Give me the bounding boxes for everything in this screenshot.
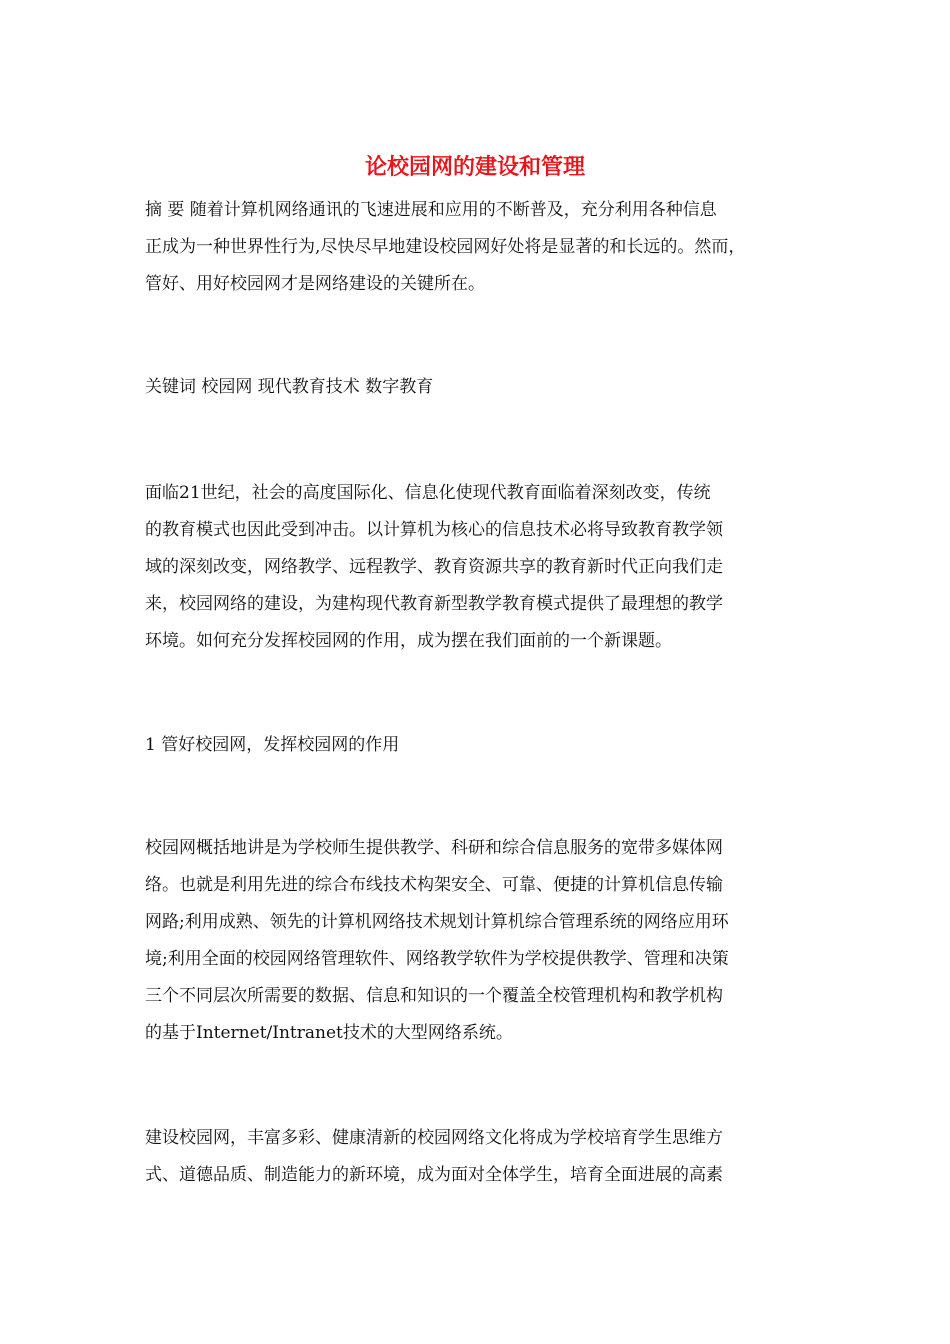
paragraph-line: 络。也就是利用先进的综合布线技术构架安全、可靠、便捷的计算机信息传输 xyxy=(145,875,723,895)
paragraph-line: 的教育模式也因此受到冲击。以计算机为核心的信息技术必将导致教育教学领 xyxy=(145,520,723,540)
paragraph-line: 环境。如何充分发挥校园网的作用，成为摆在我们面前的一个新课题。 xyxy=(145,631,672,651)
abstract-line: 正成为一种世界性行为,尽快尽早地建设校园网好处将是显著的和长远的。然而， xyxy=(145,237,746,257)
keywords-line xyxy=(145,369,805,406)
campus-network-paragraph xyxy=(145,830,805,1052)
paragraph-line: 境;利用全面的校园网络管理软件、网络教学软件为学校提供教学、管理和决策 xyxy=(145,949,729,969)
paragraph-line: 式、道德品质、制造能力的新环境，成为面对全体学生，培育全面进展的高素 xyxy=(145,1165,723,1185)
section-heading-text: 1 管好校园网，发挥校园网的作用 xyxy=(145,735,400,755)
abstract-line: 管好、用好校园网才是网络建设的关键所在。 xyxy=(145,274,485,294)
intro-paragraph xyxy=(145,475,805,660)
paragraph-line: 校园网概括地讲是为学校师生提供教学、科研和综合信息服务的宽带多媒体网 xyxy=(145,838,723,858)
document-title: 论校园网的建设和管理 xyxy=(364,155,585,180)
paragraph-line: 建设校园网，丰富多彩、健康清新的校园网络文化将成为学校培育学生思维方 xyxy=(145,1128,723,1148)
paragraph-line: 的基于Internet/Intranet技术的大型网络系统。 xyxy=(145,1023,513,1043)
section-heading xyxy=(145,727,805,764)
abstract-line: 摘 要 随着计算机网络通讯的飞速进展和应用的不断普及，充分利用各种信息 xyxy=(145,200,717,220)
build-paragraph xyxy=(145,1120,805,1194)
paragraph-line: 域的深刻改变，网络教学、远程教学、教育资源共享的教育新时代正向我们走 xyxy=(145,557,723,577)
paragraph-line: 面临21世纪，社会的高度国际化、信息化使现代教育面临着深刻改变，传统 xyxy=(145,483,711,503)
paragraph-line: 来，校园网络的建设，为建构现代教育新型教学教育模式提供了最理想的教学 xyxy=(145,594,723,614)
paragraph-line: 网路;利用成熟、领先的计算机网络技术规划计算机综合管理系统的网络应用环 xyxy=(145,912,729,932)
paragraph-line: 三个不同层次所需要的数据、信息和知识的一个覆盖全校管理机构和教学机构 xyxy=(145,986,723,1006)
abstract-paragraph xyxy=(145,192,805,303)
keywords-text: 关键词 校园网 现代教育技术 数字教育 xyxy=(145,377,434,397)
